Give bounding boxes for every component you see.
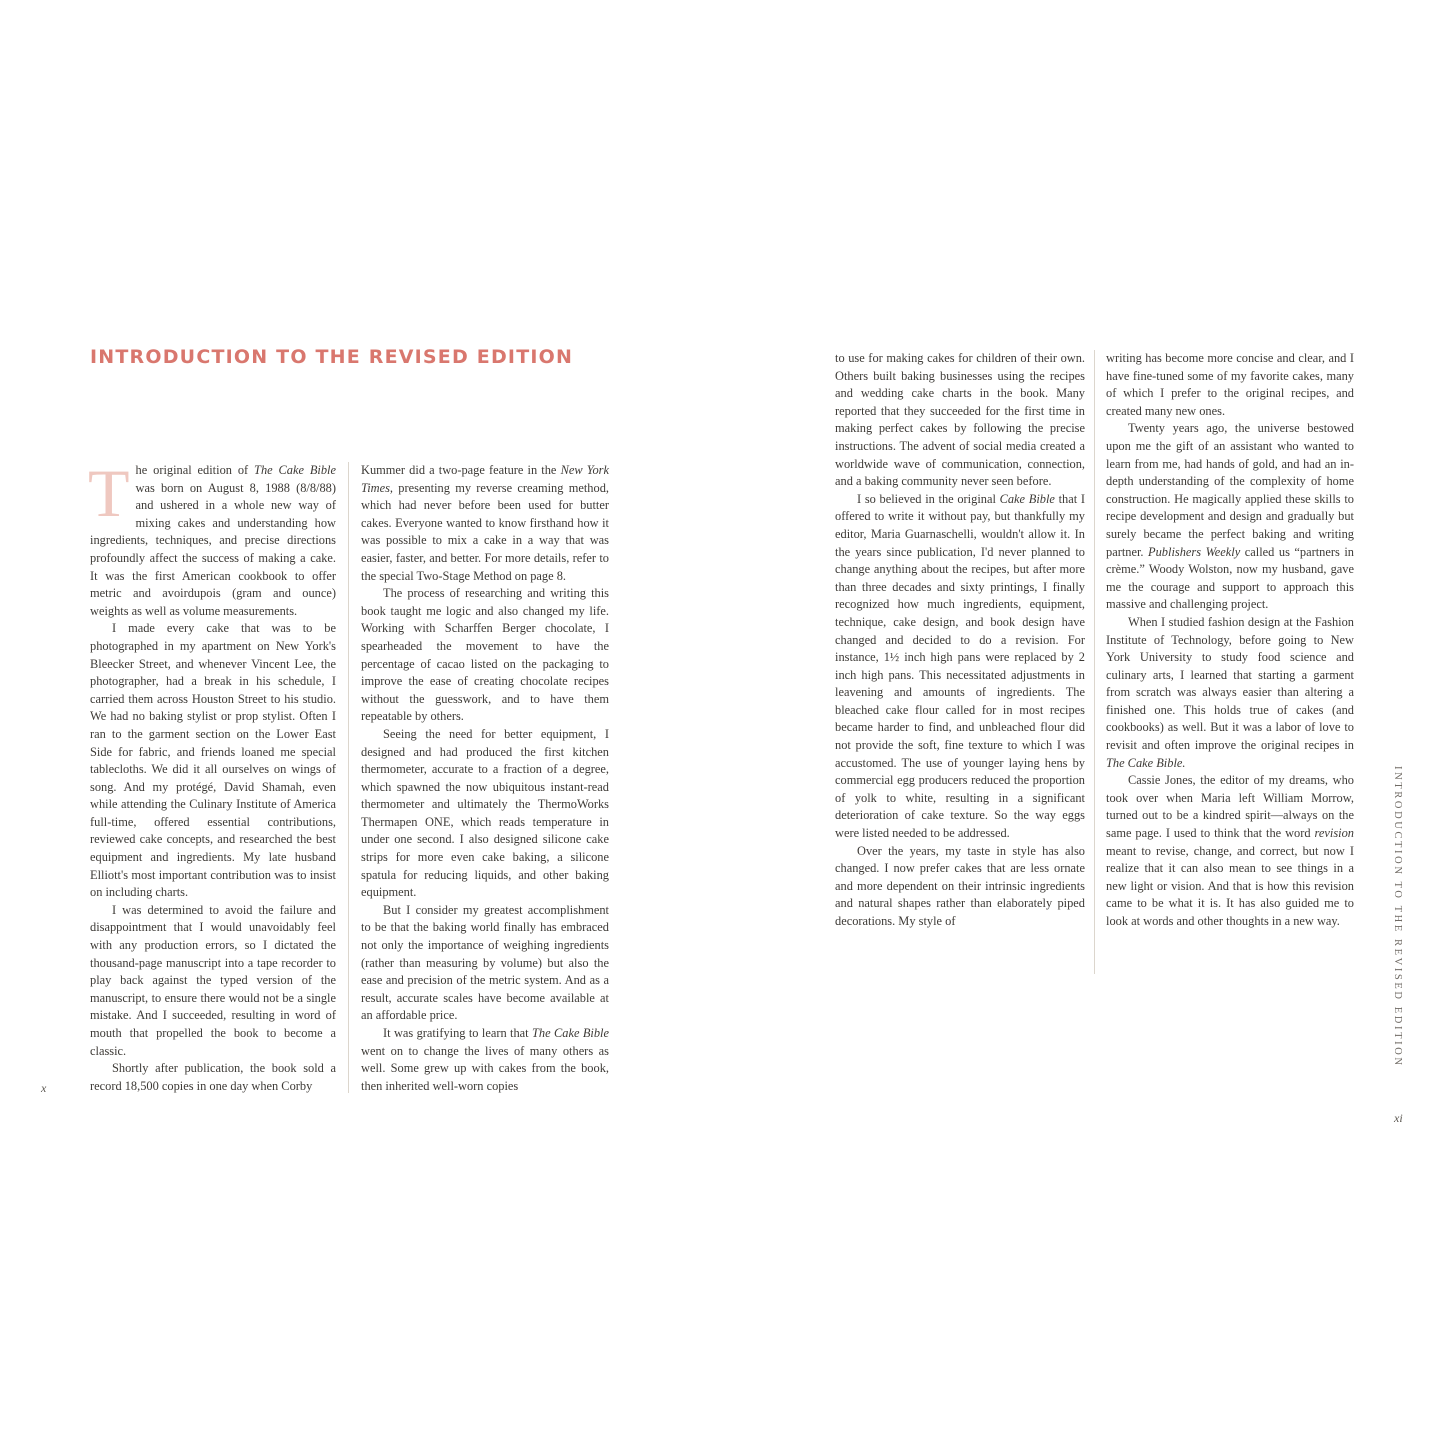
paragraph xyxy=(88,455,337,620)
chapter-title: INTRODUCTION TO THE REVISED EDITION xyxy=(90,346,574,368)
text-run: I so believed in the original xyxy=(857,491,1000,506)
paragraph xyxy=(361,1025,609,1095)
paragraph xyxy=(1106,420,1354,614)
paragraph: I made every cake that was to be photographed in my apartment on New York's Bleecker Street, and whenever Vincent Lee, the photographer, had a break in his schedule, I carried them across Houston Street to his studio. We had no baking stylist or prop stylist. Often I ran to the garment section on the Lower East Side for fabric, and friends loaned me special tablecloths. We did it all ourselves on wings of song. And my protégé, David Shamah, even while attending the Culinary Institute of America full-time, offered essential contributions, reviewed cake concepts, and researched the best equipment and ingredients. My late husband Elliott's most important contribution was to insist on including charts. xyxy=(90,621,336,900)
book-title-italic: The Cake Bible xyxy=(532,1026,609,1040)
text-run: went on to change the lives of many others as well. Some grew up with cakes from the book, then inherited well-worn copies xyxy=(361,1043,609,1093)
text-column-1 xyxy=(88,455,337,1095)
page-number-right: xi xyxy=(1394,1111,1403,1125)
paragraph: Seeing the need for better equipment, I designed and had produced the first kitchen thermometer, accurate to a fraction of a degree, which spawned the now ubiquitous instant-read thermometer and ultimately the ThermoWorks Thermapen ONE, which reads temperature in under one second. I also designed silicone cake strips for more even cake baking, a silicone spatula for reducing liquids, and other baking equipment. xyxy=(361,726,609,900)
text-run: Kummer did a two-page feature in the xyxy=(361,463,561,477)
text-run: meant to revise, change, and correct, but now I realize that it can also mean to see things in a new light or vision. And that is how this revision came to be what it is. It has also guided me to look at words and other thoughts in a new way. xyxy=(1106,843,1354,928)
text-run: It was gratifying to learn that xyxy=(383,1026,533,1040)
paragraph: I was determined to avoid the failure and disappointment that I would unavoidably feel with any production errors, so I dictated the thousand-page manuscript into a tape recorder to play back against the typed version of the manuscript, to ensure there would not be a single mistake. And I succeeded, resulting in word of mouth that propelled the book to become a classic. xyxy=(90,902,336,1058)
text-column-4 xyxy=(1106,350,1354,931)
page-number-left: x xyxy=(41,1081,47,1095)
text-run: he original edition of xyxy=(135,463,255,477)
book-title-italic: The Cake Bible xyxy=(254,463,337,477)
paragraph: Over the years, my taste in style has also changed. I now prefer cakes that are less ornate and more dependent on their intrinsic ingredients and natural shapes rather than elaborately piped decorations. My style of xyxy=(835,843,1085,928)
publication-italic: Publishers Weekly xyxy=(1148,544,1241,559)
paragraph xyxy=(361,462,609,585)
text-run: called us “partners in crème.” Woody Wolston, now my husband, gave me the courage and support to approach this massive and challenging project. xyxy=(1106,544,1354,612)
paragraph: Shortly after publication, the book sold a record 18,500 copies in one day when Corby xyxy=(90,1061,336,1093)
text-run: When I studied fashion design at the Fashion Institute of Technology, before going to New York University to study food science and culinary arts, I learned that starting a garment from scratch was always easier than altering a finished one. This holds true of cakes (and cookbooks) as well. But it was a labor of love to revisit and often improve the original recipes in xyxy=(1106,614,1354,753)
column-divider xyxy=(1094,350,1095,974)
text-run: that I offered to write it without pay, but thankfully my editor, Maria Guarnaschelli, wouldn't allow it. In the years since publication, I'd never planned to change anything about the recipes, but after more than three decades and sixty printings, I finally recognized how much ingredients, equipment, technique, cake design, and book design have changed and decided to do a revision. For instance, 1½ inch high pans were replaced by 2 inch high pans. This necessitated adjustments in leavening and amounts of ingredients. The bleached cake flour called for in most recipes became harder to find, and unbleached flour did not provide the soft, fine texture to which I was accustomed. The use of younger laying hens by commercial egg producers reduced the proportion of yolk to white, resulting in a significant deterioration of cake texture. So the way eggs were listed needed to be addressed. xyxy=(835,491,1085,841)
paragraph xyxy=(835,491,1085,843)
paragraph: The process of researching and writing this book taught me logic and also changed my life. Working with Scharffen Berger chocolate, I spearheaded the movement to have the percentage of cacao listed on the packaging to improve the ease of creating chocolate recipes without the guesswork, and to have them repeatable by others. xyxy=(361,586,609,724)
text-column-3 xyxy=(835,350,1085,931)
column-divider xyxy=(348,462,349,1093)
paragraph xyxy=(1106,614,1354,772)
text-run: was born on August 8, 1988 (8/8/88) and ushered in a whole new way of mixing cakes and understanding how ingredients, techniques, and precise directions profoundly affect the success of making a cake. It was the first American cookbook to offer metric and avoirdupois (gram and ounce) weights as well as volume measurements. xyxy=(90,480,336,618)
publication-italic: New York Times, xyxy=(361,463,609,495)
paragraph: But I consider my greatest accomplishment to be that the baking world finally has embraced not only the importance of weighing ingredients (rather than measuring by volume) but also the ease and precision of the metric system. And as a result, accurate scales have become available at an affordable price. xyxy=(361,902,609,1023)
running-head: INTRODUCTION TO THE REVISED EDITION xyxy=(1392,766,1403,1068)
drop-cap: T xyxy=(88,455,130,531)
text-run: Twenty years ago, the universe bestowed upon me the gift of an assistant who wanted to learn from me, had hands of gold, and had an in-depth understanding of the complexity of home construction. He magically applied these skills to recipe development and design and gradually but surely became the perfect baking and writing partner. xyxy=(1106,421,1354,559)
word-italic: revision xyxy=(1314,826,1354,841)
paragraph xyxy=(1106,772,1354,930)
paragraph: writing has become more concise and clear, and I have fine-tuned some of my favorite cakes, many of which I prefer to the original recipes, and created many new ones. xyxy=(1106,351,1354,418)
book-title-italic: The Cake Bible. xyxy=(1106,755,1186,770)
paragraph: to use for making cakes for children of their own. Others built baking businesses using the recipes and wedding cake charts in the book. Many reported that they succeeded for the first time in making perfect cakes by following the precise instructions. The advent of social media created a worldwide wave of communication, connection, and a baking community never seen before. xyxy=(835,351,1085,489)
text-run: Cassie Jones, the editor of my dreams, who took over when Maria left William Morrow, turned out to be a kindred spirit—always on the same page. I used to think that the word xyxy=(1106,773,1354,841)
text-column-2 xyxy=(361,462,609,1095)
book-title-italic: Cake Bible xyxy=(999,491,1055,506)
text-run: presenting my reverse creaming method, which had never before been used for butter cakes. Everyone wanted to know firsthand how it was possible to mix a cake in a way that was easier, faster, and better. For more details, refer to the special Two-Stage Method on page 8. xyxy=(361,480,609,583)
